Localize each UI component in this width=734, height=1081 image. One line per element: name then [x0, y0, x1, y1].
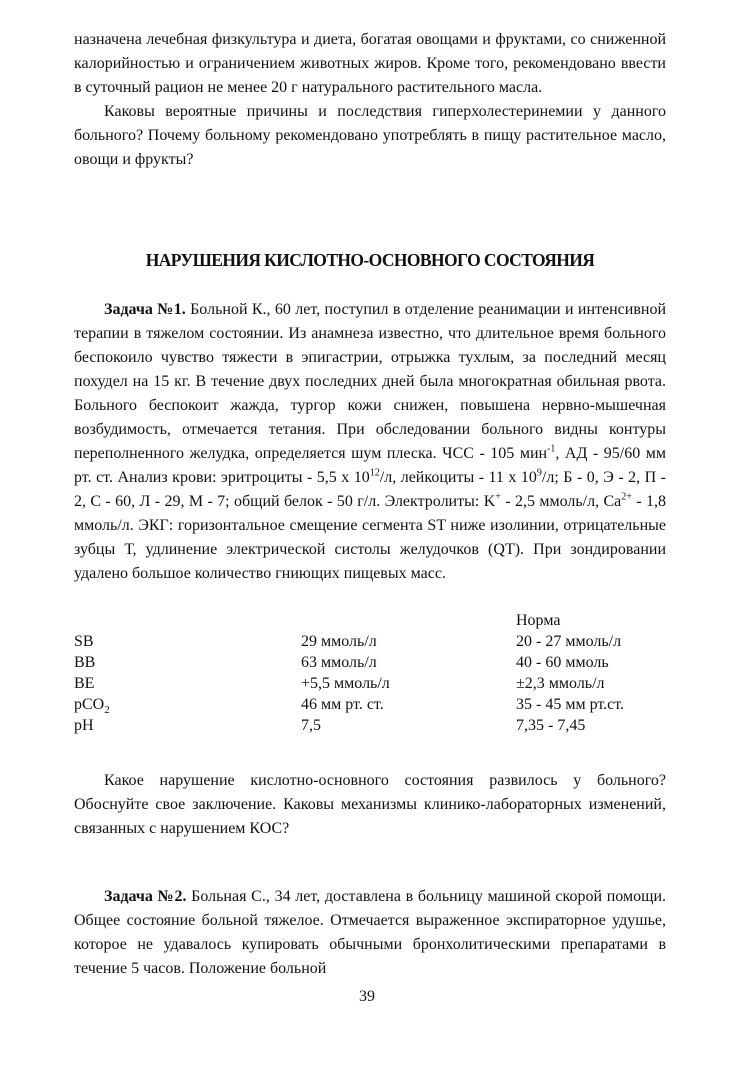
parameter-value: 29 ммоль/л	[301, 633, 377, 650]
task1-text: - 2,5 ммоль/л, Ca	[500, 493, 622, 510]
parameter-value: 63 ммоль/л	[301, 654, 377, 671]
task1-text: /л; Б - 0, Э - 2, П - 2, С - 60, Л - 29, М - 7; общий белок - 50 г/л. Электролиты: K	[74, 469, 667, 510]
superscript: +	[495, 491, 501, 503]
parameter-name: pH	[74, 717, 94, 734]
table-row	[74, 631, 666, 652]
superscript: 2+	[621, 491, 632, 503]
superscript: 12	[369, 467, 380, 479]
task2-label: Задача №2.	[104, 888, 187, 905]
parameter-norm: 35 - 45 мм рт.ст.	[516, 696, 625, 713]
section-heading: НАРУШЕНИЯ КИСЛОТНО-ОСНОВНОГО СОСТОЯНИЯ	[145, 250, 595, 270]
intro-question: Каковы вероятные причины и последствия гиперхолестеринемии у данного больного? Почему больному рекомендовано употреблять в пищу растительное масло, овощи и фрукты?	[74, 103, 666, 168]
superscript: -1	[547, 443, 556, 455]
task1-text: , АД - 95/60 мм рт. ст. Анализ крови: эритроциты - 5,5 х 10	[74, 445, 666, 486]
parameter-name: BB	[74, 654, 96, 671]
norm-header: Норма	[516, 612, 561, 629]
parameter-norm: 7,35 - 7,45	[516, 717, 586, 734]
task1-paragraph	[74, 298, 666, 586]
intro-paragraph: назначена лечебная физкультура и диета, богатая овощами и фруктами, со сниженной калорийностью и ограничением животных жиров. Кроме того, рекомендовано ввести в суточный рацион не менее 20 г натурального растительного масла.	[74, 31, 666, 96]
task1-question: Какое нарушение кислотно-основного состояния развилось у больного? Обоснуйте свое заключение. Каковы механизмы клинико-лабораторных изменений, связанных с нарушением КОС?	[74, 772, 666, 837]
task1-text: Больной К., 60 лет, поступил в отделение реанимации и интенсивной терапии в тяжелом состоянии. Из анамнеза известно, что длительное время больного беспокоило чувство тяжести в эпигастрии, отрыжка тухлым, за последний месяц похудел на 15 кг. В течение двух последних дней была многократная обильная рвота. Больного беспокоит жажда, тургор кожи снижен, повышена нервно-мышечная возбудимость, отмечается тетания. При обследовании больного видны контуры переполненного желудка, определяется шум плеска. ЧСС - 105 мин	[74, 301, 667, 462]
task1-text: - 1,8 ммоль/л. ЭКГ: горизонтальное смещение сегмента ST ниже изолинии, отрицательные зубцы Т, удлинение электрической систолы желудочков (QT). При зондировании удалено большое количество гниющих пищевых масс.	[74, 493, 667, 582]
blood-gas-table	[74, 610, 666, 736]
parameter-value: 7,5	[301, 717, 321, 734]
task1-label: Задача №1.	[104, 301, 186, 318]
parameter-name: BE	[74, 675, 95, 692]
page-body	[74, 0, 666, 981]
table-row: pCO$_2$ 46 мм рт. ст. 35 - 45 мм рт.ст.	[74, 694, 666, 715]
parameter-name: pCO	[74, 696, 105, 713]
parameter-norm: 40 - 60 ммоль	[516, 654, 609, 671]
page-number: 39	[359, 988, 375, 1005]
parameter-norm: ±2,3 ммоль/л	[516, 675, 605, 692]
parameter-value: 46 мм рт. ст.	[301, 696, 384, 713]
parameter-name: SB	[74, 633, 94, 650]
task2-text: Больная С., 34 лет, доставлена в больницу машиной скорой помощи. Общее состояние больной тяжелое. Отмечается выраженное экспираторное удушье, которое не удавалось купировать обычными бронхолитическими препаратами в течение 5 часов. Положение больной	[74, 888, 666, 977]
table-row	[74, 652, 666, 673]
parameter-norm: 20 - 27 ммоль/л	[516, 633, 622, 650]
task2-paragraph	[74, 885, 666, 981]
table-row	[74, 715, 666, 736]
task1-text: /л, лейкоциты - 11 х 10	[379, 469, 537, 486]
superscript: 9	[536, 467, 542, 479]
table-header-row	[74, 610, 666, 631]
parameter-value: +5,5 ммоль/л	[301, 675, 390, 692]
table-row	[74, 673, 666, 694]
